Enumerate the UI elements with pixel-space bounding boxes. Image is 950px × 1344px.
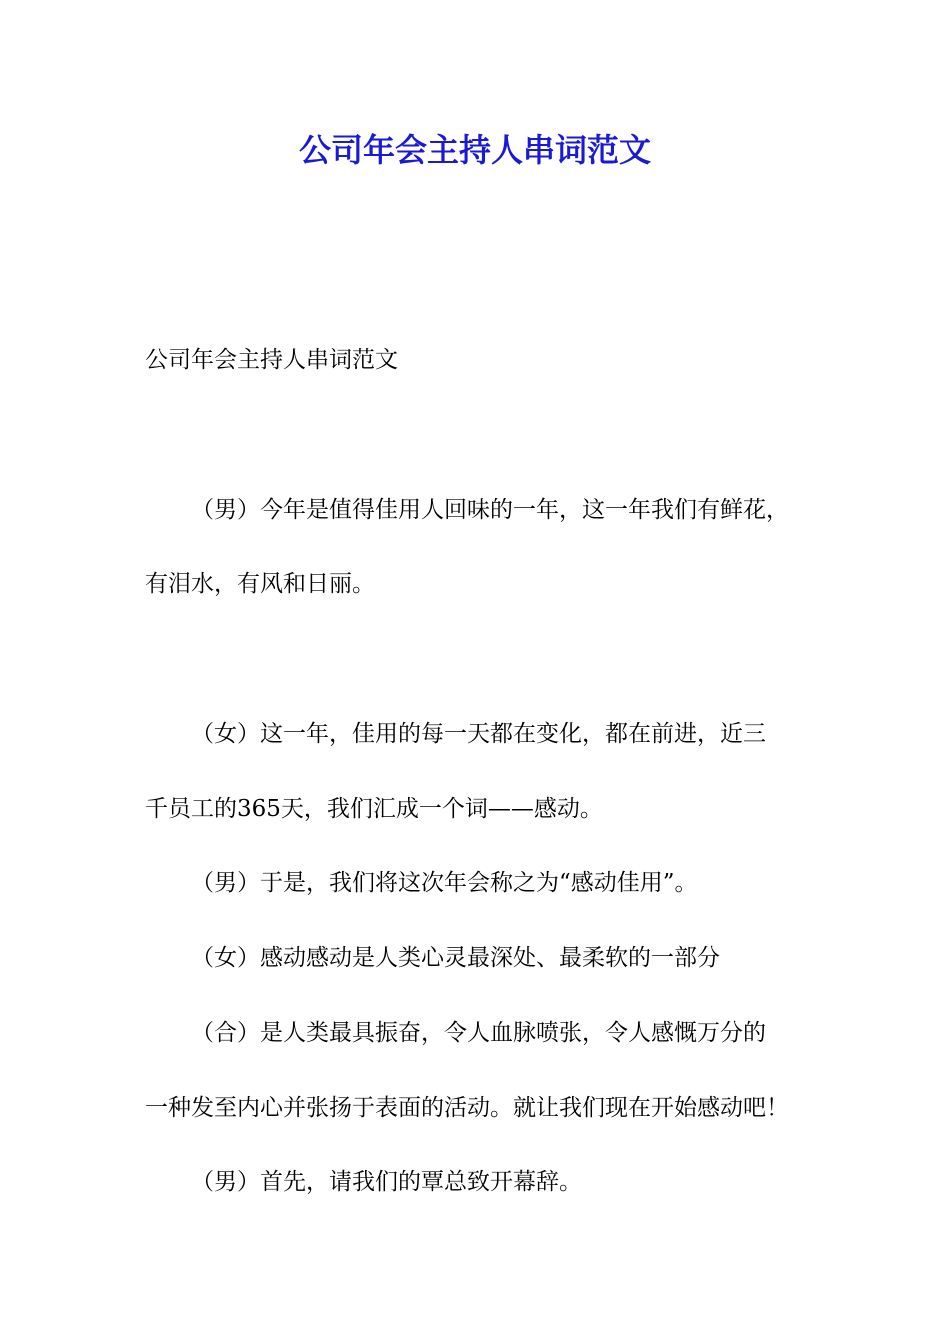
paragraph-line: 有泪水，有风和日丽。 — [145, 571, 375, 597]
paragraph-line: 千员工的365天，我们汇成一个词——感动。 — [145, 796, 603, 822]
paragraph-line: （女）这一年，佳用的每一天都在变化，都在前进，近三 — [191, 721, 766, 747]
paragraph-line: 一种发至内心并张扬于表面的活动。就让我们现在开始感动吧！ — [145, 1095, 789, 1121]
paragraph-line: （男）首先，请我们的覃总致开幕辞。 — [191, 1169, 582, 1195]
paragraph-line: （女）感动感动是人类心灵最深处、最柔软的一部分 — [191, 945, 720, 971]
document-subtitle: 公司年会主持人串词范文 — [145, 347, 398, 373]
document-title: 公司年会主持人串词范文 — [298, 131, 651, 169]
paragraph-line: （男）今年是值得佳用人回味的一年，这一年我们有鲜花， — [191, 497, 789, 523]
paragraph-line: （合）是人类最具振奋，令人血脉喷张，令人感慨万分的 — [191, 1020, 766, 1046]
paragraph-line: （男）于是，我们将这次年会称之为“感动佳用”。 — [191, 870, 698, 896]
